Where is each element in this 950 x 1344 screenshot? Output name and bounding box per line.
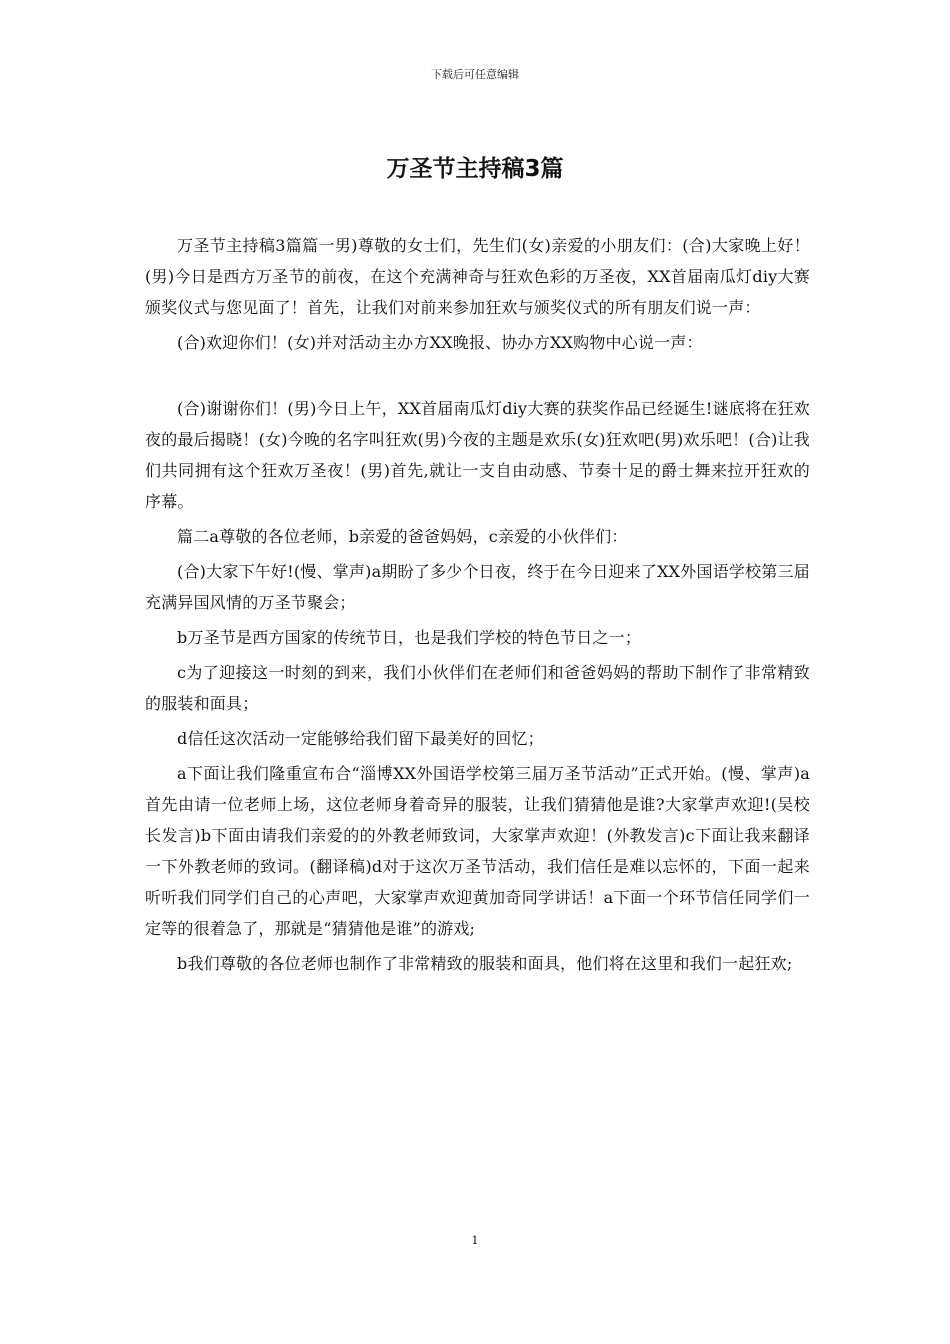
- paragraph: (合)大家下午好!(慢、掌声)a期盼了多少个日夜，终于在今日迎来了XX外国语学校第三届充满异国风情的万圣节聚会；: [145, 562, 810, 612]
- header-note: 下载后可任意编辑: [431, 68, 519, 81]
- page-number: 1: [471, 1234, 479, 1247]
- paragraph: 篇二a尊敬的各位老师，b亲爱的爸爸妈妈，c亲爱的小伙伴们：: [177, 527, 628, 546]
- paragraph: b万圣节是西方国家的传统节日，也是我们学校的特色节日之一；: [177, 628, 642, 647]
- document-title: 万圣节主持稿3篇: [386, 156, 564, 182]
- paragraph: c为了迎接这一时刻的到来，我们小伙伴们在老师们和爸爸妈妈的帮助下制作了非常精致的服装和面具；: [145, 663, 810, 713]
- paragraph: (合)欢迎你们！(女)并对活动主办方XX晚报、协办方XX购物中心说一声：: [177, 333, 703, 352]
- paragraph: b我们尊敬的各位老师也制作了非常精致的服装和面具，他们将在这里和我们一起狂欢;: [177, 954, 793, 973]
- paragraph: 万圣节主持稿3篇篇一男)尊敬的女士们，先生们(女)亲爱的小朋友们：(合)大家晚上好！(男)今日是西方万圣节的前夜，在这个充满神奇与狂欢色彩的万圣夜，XX首届南瓜灯diy大赛颁奖仪式与您见面了！首先，让我们对前来参加狂欢与颁奖仪式的所有朋友们说一声：: [145, 236, 810, 317]
- paragraph: d信任这次活动一定能够给我们留下最美好的回忆；: [177, 729, 544, 748]
- paragraph: (合)谢谢你们！(男)今日上午，XX首届南瓜灯diy大赛的获奖作品已经诞生!谜底将在狂欢夜的最后揭晓！(女)今晚的名字叫狂欢(男)今夜的主题是欢乐(女)狂欢吧(男)欢乐吧！(合)让我们共同拥有这个狂欢万圣夜！(男)首先,就让一支自由动感、节奏十足的爵士舞来拉开狂欢的序幕。: [145, 399, 810, 511]
- paragraph: a下面让我们隆重宣布合“淄博XX外国语学校第三届万圣节活动”正式开始。(慢、掌声)a首先由请一位老师上场，这位老师身着奇异的服装，让我们猜猜他是谁?大家掌声欢迎!(吴校长发言)b下面由请我们亲爱的的外教老师致词，大家掌声欢迎！(外教发言)c下面让我来翻译一下外教老师的致词。(翻译稿)d对于这次万圣节活动，我们信任是难以忘怀的，下面一起来听听我们同学们自己的心声吧，大家掌声欢迎黄加奇同学讲话！a下面一个环节信任同学们一定等的很着急了，那就是“猜猜他是谁”的游戏;: [145, 764, 810, 938]
- document-body: [145, 230, 810, 983]
